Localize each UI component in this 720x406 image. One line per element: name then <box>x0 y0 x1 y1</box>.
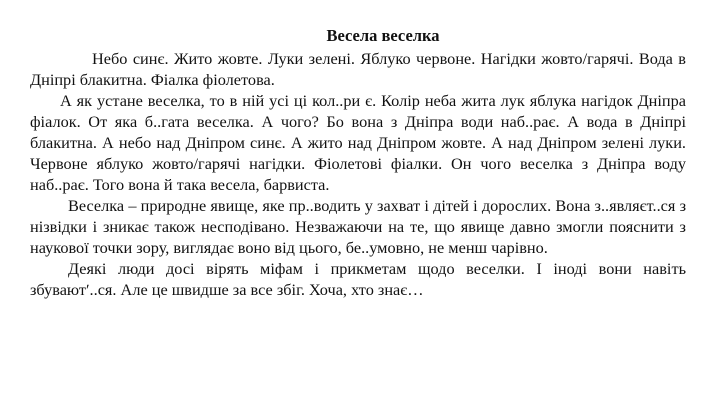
document-title: Весела веселка <box>326 26 440 45</box>
document-page <box>30 26 686 300</box>
paragraph-3: Веселка – природне явище, яке пр..водить у захват і дітей і дорослих. Вона з..являєт..ся з нізвідки і зникає також несподівано. Незважаючи на те, що явище давно змогли пояснити з наукової точки зору, виглядає воно від цього, бе..умовно, не менш чарівно. <box>30 196 686 257</box>
paragraph-4: Деякі люди досі вірять міфам і прикметам щодо веселки. І іноді вони навіть збуваютʹ..ся. Але це швидше за все збіг. Хоча, хто знає… <box>30 259 686 299</box>
paragraph-1: Небо синє. Жито жовте. Луки зелені. Яблуко червоне. Нагідки жовто/гарячі. Вода в Дніпрі блакитна. Фіалка фіолетова. <box>30 49 686 89</box>
paragraph-2: А як устане веселка, то в ній усі ці кол..ри є. Колір неба жита лук яблука нагідок Дніпра фіалок. От яка б..гата веселка. А чого? Бо вона з Дніпра води наб..рає. А вода в Дніпрі блакитна. А небо над Дніпром синє. А жито над Дніпром жовте. А над Дніпром зелені луки. Червоне яблуко жовто/гарячі нагідки. Фіолетові фіалки. Он чого веселка з Дніпра воду наб..рає. Того вона й така весела, барвиста. <box>30 91 686 194</box>
